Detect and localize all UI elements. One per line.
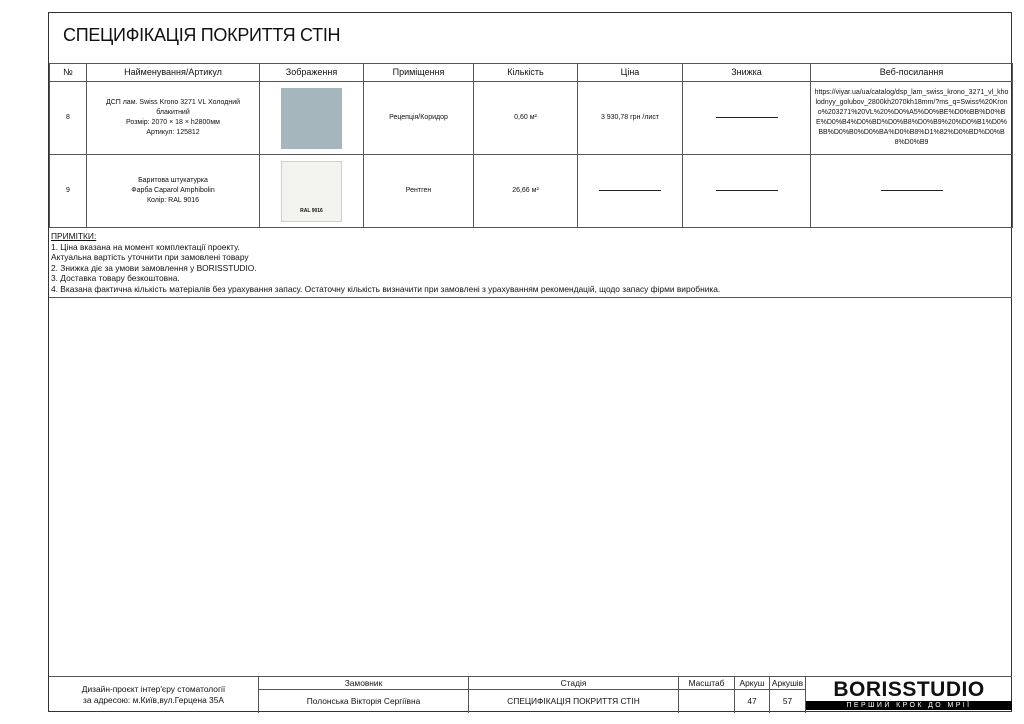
row-number: 8	[50, 82, 87, 155]
customer-value: Полонська Вікторія Сергіївна	[306, 696, 421, 706]
material-swatch	[281, 161, 342, 222]
empty-dash	[599, 190, 661, 191]
item-name	[87, 155, 260, 228]
item-image-cell	[260, 155, 364, 228]
sheet-label: Аркуш	[735, 677, 769, 690]
sheet-title: СПЕЦИФІКАЦІЯ ПОКРИТТЯ СТІН	[63, 25, 341, 45]
col-header-qty: Кількість	[474, 64, 578, 82]
item-name-line: Артикул: 125812	[146, 129, 200, 137]
notes-block	[49, 228, 1012, 298]
note-line: 2. Знижка діє за умови замовлення у BORISSTUDIO.	[51, 262, 257, 273]
sheets-cell	[770, 677, 806, 713]
customer-cell	[259, 677, 469, 713]
stage-label: Стадія	[469, 677, 678, 690]
item-name	[87, 82, 260, 155]
spec-sheet	[48, 12, 1012, 712]
logo-tagline: ПЕРШИЙ КРОК ДО МРІЇ	[806, 701, 1012, 710]
table-row	[50, 82, 1013, 155]
col-header-name: Найменування/Артикул	[87, 64, 260, 82]
spec-table	[49, 63, 1013, 228]
item-qty: 0,60 м²	[474, 82, 578, 155]
sheet-number: 47	[747, 696, 757, 706]
scale-label: Масштаб	[679, 677, 734, 690]
project-description	[49, 677, 259, 713]
item-name-line: ДСП лам. Swiss Krono 3271 VL Холодний	[105, 98, 241, 106]
sheets-total: 57	[782, 696, 793, 706]
sheets-label: Аркушів	[771, 678, 804, 688]
item-link[interactable]: https://viyar.ua/ua/catalog/dsp_lam_swiss_krono_3271_vl_kholodnyy_golubov_2800kh2070kh18mm/?ms_q=Swiss%20Krono%203271%20VL%20%D0%A5%D0%BE%D0%BB%D0%BE%D0%B4%D0%BD%D0%B8%D0%B9%20%D0%B1%D0%BB%D0%B0%D0%BA%D0%B8%D1%82%D0%BD%D0%B8%D0%B9	[811, 82, 1013, 155]
item-name-line: Колір: RAL 9016	[146, 197, 200, 205]
item-name-line: Баритова штукатурка	[138, 176, 208, 184]
col-header-room: Приміщення	[364, 64, 474, 82]
logo-wordmark: BORISSTUDIO	[833, 678, 985, 701]
table-row	[50, 155, 1013, 228]
borisstudio-logo	[806, 679, 1012, 711]
col-header-price: Ціна	[578, 64, 683, 82]
item-discount	[683, 82, 811, 155]
material-swatch	[281, 88, 342, 149]
note-line: 1. Ціна вказана на момент комплектації проекту.	[51, 241, 240, 252]
item-price: 3 930,78 грн /лист	[578, 82, 683, 155]
item-price	[578, 155, 683, 228]
note-line: Актуальна вартість уточнити при замовлені товару	[51, 252, 249, 262]
scale-value	[679, 689, 734, 713]
item-image-cell	[260, 82, 364, 155]
col-header-link: Веб-посилання	[811, 64, 1013, 82]
table-header-row	[50, 64, 1013, 82]
project-line: Дизайн-проєкт інтер'єру стоматології	[81, 684, 226, 694]
empty-dash	[716, 117, 778, 118]
col-header-image: Зображення	[260, 64, 364, 82]
customer-label: Замовник	[259, 677, 468, 690]
col-header-num: №	[50, 64, 87, 82]
item-name-line: Розмір: 2070 × 18 × h2800мм	[126, 119, 220, 126]
sheet-cell	[735, 677, 770, 713]
stage-value: СПЕЦИФІКАЦІЯ ПОКРИТТЯ СТІН	[507, 696, 640, 706]
item-link	[811, 155, 1013, 228]
item-qty: 26,66 м²	[474, 155, 578, 228]
project-line: за адресою: м.Київ,вул.Герцена 35А	[83, 695, 224, 705]
col-header-discount: Знижка	[683, 64, 811, 82]
empty-dash	[881, 190, 943, 191]
title-block	[49, 676, 1012, 713]
item-name-line: Фарба Caparol Amphibolin	[131, 186, 215, 194]
item-discount	[683, 155, 811, 228]
note-line: 3. Доставка товару безкоштовна.	[51, 273, 180, 283]
stage-cell	[469, 677, 679, 713]
item-room: Рецепція/Коридор	[364, 82, 474, 155]
notes-heading: ПРИМІТКИ:	[51, 231, 97, 241]
empty-dash	[716, 190, 778, 191]
note-line: 4. Вказана фактична кількість матеріалів без урахування запасу. Остаточну кількість визначити при замовлені з урахуванням рекомендацій, щодо запасу фірми виробника.	[51, 283, 721, 294]
item-room: Рентген	[364, 155, 474, 228]
scale-cell	[679, 677, 735, 713]
swatch-label: RAL 9016	[300, 208, 323, 215]
item-name-line: блакитний	[156, 108, 190, 116]
row-number: 9	[50, 155, 87, 228]
